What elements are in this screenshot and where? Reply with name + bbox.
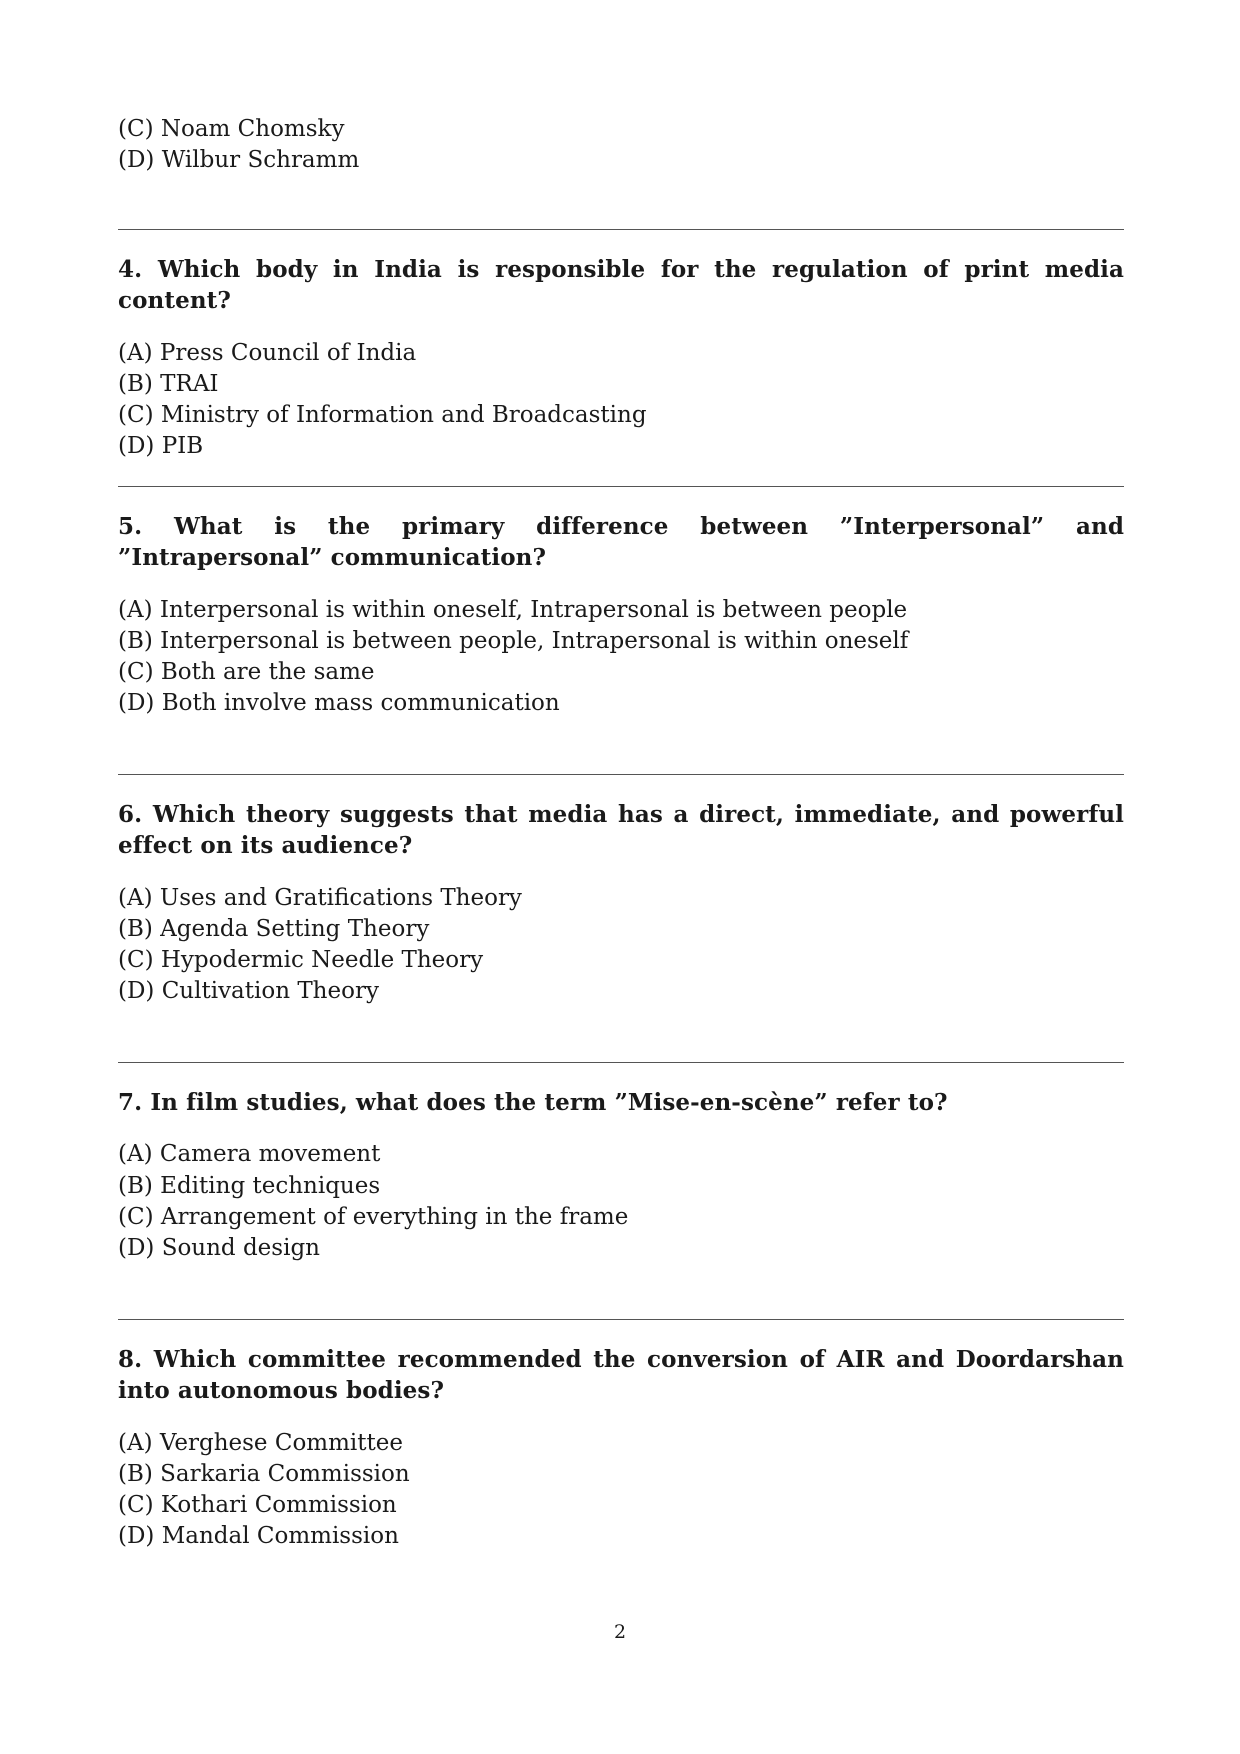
question-text: 5. What is the primary difference between ”Interpersonal” and ”Intrapersonal” communication?	[118, 513, 1124, 572]
separator-rule	[118, 1319, 1124, 1320]
carryover-options	[118, 114, 359, 177]
option-list	[118, 338, 1124, 463]
separator-rule	[118, 486, 1124, 487]
option-d: (D) Mandal Commission	[118, 1523, 399, 1550]
question-7	[118, 1062, 1124, 1264]
question-6	[118, 774, 1124, 1008]
option-a: (A) Verghese Committee	[118, 1429, 403, 1456]
option-b: (B) Agenda Setting Theory	[118, 915, 430, 942]
question-text: 6. Which theory suggests that media has a direct, immediate, and powerful effect on its audience?	[118, 801, 1124, 860]
option-d: (D) Sound design	[118, 1235, 320, 1262]
option-list	[118, 1139, 1124, 1264]
option-c: (C) Arrangement of everything in the frame	[118, 1203, 629, 1230]
option-list	[118, 883, 1124, 1008]
option-list	[118, 595, 1124, 720]
question-5	[118, 486, 1124, 720]
option-b: (B) TRAI	[118, 370, 219, 397]
option-b: (B) Sarkaria Commission	[118, 1460, 410, 1487]
option-b: (B) Editing techniques	[118, 1172, 381, 1199]
question-text: 4. Which body in India is responsible for the regulation of print media content?	[118, 256, 1124, 315]
question-8	[118, 1319, 1124, 1553]
option-d: (D) Wilbur Schramm	[118, 147, 360, 174]
option-c: (C) Noam Chomsky	[118, 116, 345, 142]
question-4	[118, 229, 1124, 463]
option-c: (C) Both are the same	[118, 659, 375, 686]
separator-rule	[118, 229, 1124, 230]
option-c: (C) Hypodermic Needle Theory	[118, 947, 484, 974]
option-d: (D) PIB	[118, 433, 204, 460]
separator-rule	[118, 774, 1124, 775]
option-a: (A) Interpersonal is within oneself, Intrapersonal is between people	[118, 596, 908, 623]
option-b: (B) Interpersonal is between people, Intrapersonal is within oneself	[118, 627, 909, 654]
question-text: 8. Which committee recommended the conversion of AIR and Doordarshan into autonomous bodies?	[118, 1346, 1124, 1405]
option-a: (A) Press Council of India	[118, 339, 417, 366]
option-a: (A) Camera movement	[118, 1141, 381, 1168]
option-a: (A) Uses and Gratifications Theory	[118, 884, 522, 911]
question-text: 7. In film studies, what does the term ”Mise-en-scène” refer to?	[118, 1089, 948, 1116]
option-d: (D) Both involve mass communication	[118, 690, 560, 717]
option-d: (D) Cultivation Theory	[118, 978, 379, 1005]
option-list	[118, 1428, 1124, 1553]
separator-rule	[118, 1062, 1124, 1063]
option-c: (C) Ministry of Information and Broadcasting	[118, 402, 647, 429]
page-number: 2	[613, 1621, 627, 1643]
option-c: (C) Kothari Commission	[118, 1492, 397, 1519]
